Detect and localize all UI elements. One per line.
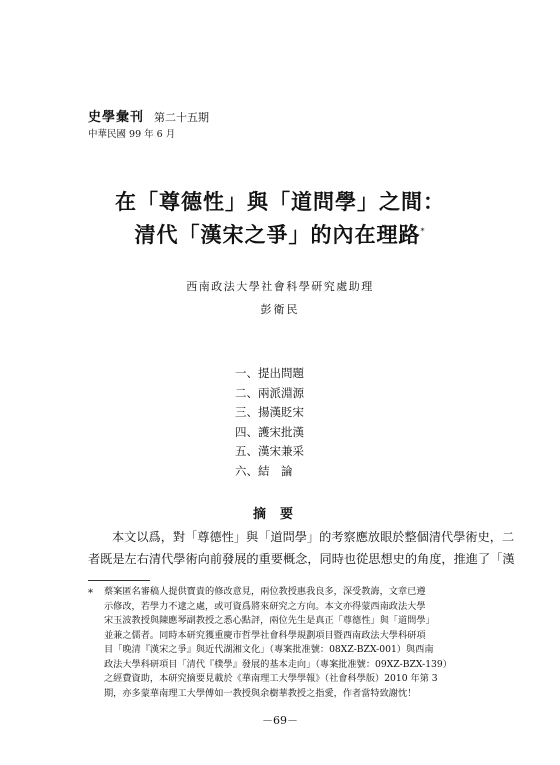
footnote-line: 蔡案匿名審稿人提供寶貴的修改意見，兩位教授惠我良多，深受教誨，文章已遵 xyxy=(104,586,426,597)
journal-name: 史學彙刊 xyxy=(88,110,145,125)
title-line-1: 在「尊德性」與「道問學」之間： xyxy=(115,189,445,214)
toc-item: 三、揚漢貶宋 xyxy=(235,405,304,420)
abstract-body xyxy=(88,526,515,570)
footnote-body xyxy=(104,585,480,701)
title-line-2 xyxy=(0,219,560,249)
abstract-line: 本文以爲，對「尊德性」與「道問學」的考察應放眼於整個清代學術史，二 xyxy=(112,530,515,544)
title-footnote-mark: * xyxy=(420,227,426,236)
footnote-line: 並兼之儒者。同時本研究獲重慶市哲學社會科學規劃項目暨西南政法大學科研項 xyxy=(104,629,426,641)
footnote-line: 宋玉波教授與陳應琴副教授之悉心點評，兩位先生是真正「尊德性」與「道問學」 xyxy=(104,615,435,626)
footnote-line: 之經費資助，本研究摘要見載於《華南理工大學學報》（社會科學版）2010 年第 3 xyxy=(104,673,438,684)
journal-issue: 第二十五期 xyxy=(154,111,210,124)
footnote-mark: * xyxy=(88,588,93,599)
toc-item: 六、結 論 xyxy=(235,463,293,478)
title-line-2-text: 清代「漢宋之爭」的內在理路 xyxy=(134,222,421,247)
footnote-line: 目「晚清『漢宋之爭』與近代湖湘文化」（專案批准號：08XZ-BZX-001）與西南 xyxy=(104,644,434,655)
toc-item: 四、護宋批漢 xyxy=(235,424,304,439)
toc-item: 二、兩派淵源 xyxy=(235,385,304,400)
publication-date: 中華民國 99 年 6 月 xyxy=(88,129,176,140)
abstract-heading: 摘要 xyxy=(252,507,307,522)
author-name: 彭衛民 xyxy=(260,303,300,316)
toc-item: 五、漢宋兼采 xyxy=(235,444,304,459)
footnote-divider xyxy=(88,580,150,581)
footnote-line: 政法大學科研項目「清代『樸學』發展的基本走向」（專案批准號：09XZ-BZX-139） xyxy=(104,658,452,670)
table-of-contents xyxy=(235,364,304,482)
footnote-line: 期，亦多蒙華南理工大學傅如一教授與余樹華教授之指愛，作者當特致謝忱！ xyxy=(104,687,417,699)
page-number: －69－ xyxy=(262,714,298,727)
toc-item: 一、提出問題 xyxy=(235,366,304,380)
journal-header xyxy=(88,106,209,125)
abstract-line: 者既是左右清代學術向前發展的重要概念，同時也從思想史的角度，推進了「漢 xyxy=(88,552,515,566)
footnote-line: 示修改，若學力不逮之處，或可資爲將來研究之方向。本文亦得蒙西南政法大學 xyxy=(104,600,426,612)
author-affiliation: 西南政法大學社會科學研究處助理 xyxy=(186,280,374,293)
